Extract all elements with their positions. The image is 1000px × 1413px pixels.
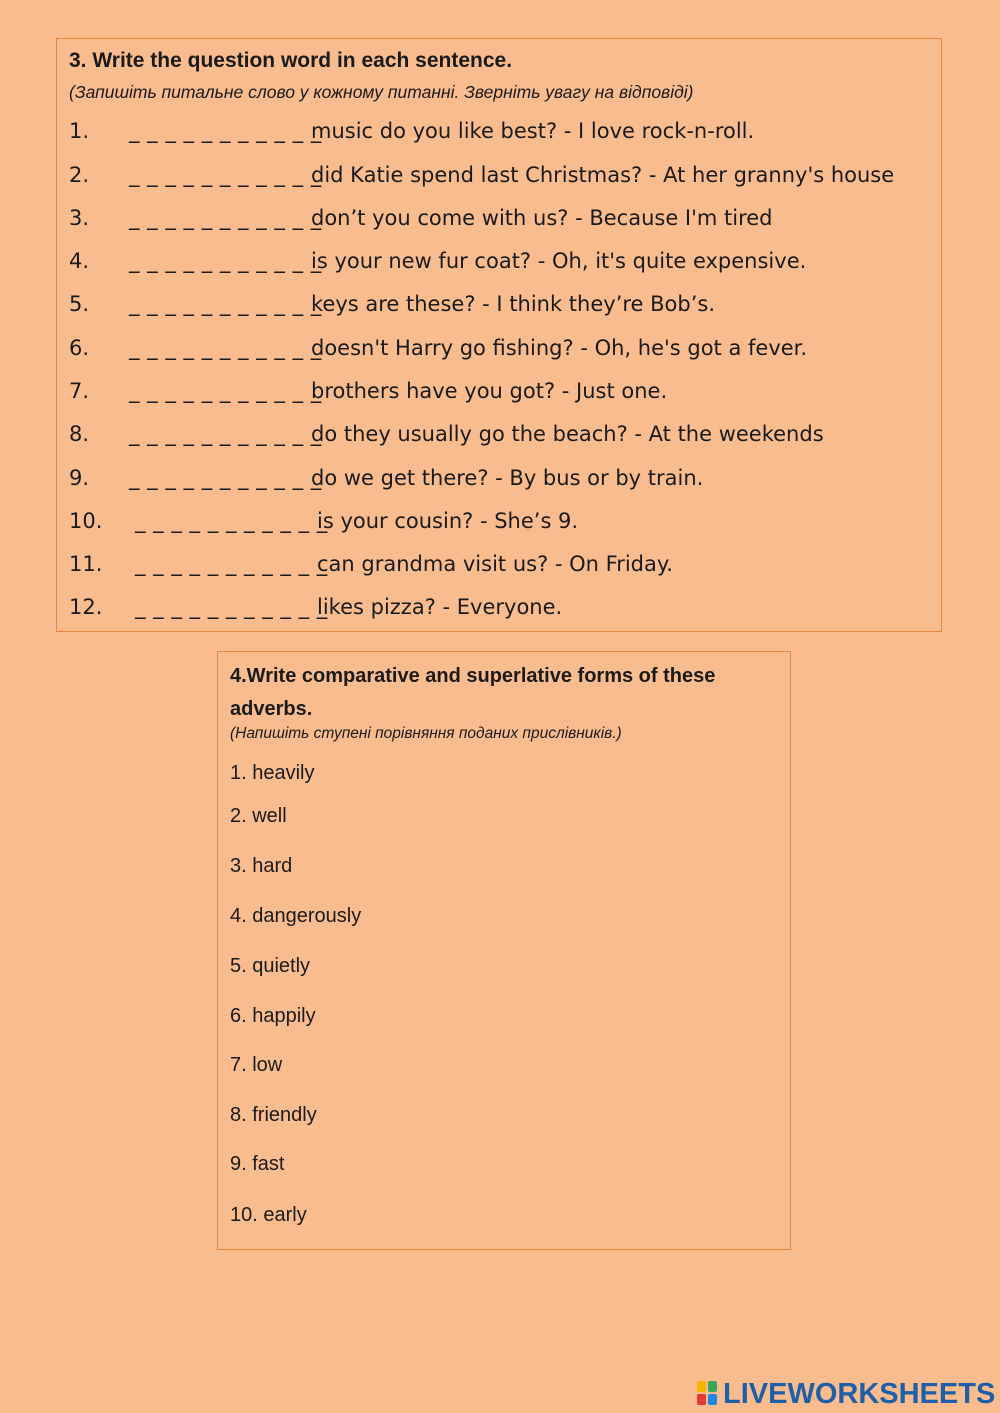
exercise-4-subtitle: (Напишіть ступені порівняння поданих прислівників.) xyxy=(230,725,622,742)
answer-blank[interactable]: _ _ _ _ _ _ _ _ _ _ _ xyxy=(135,509,328,533)
question-text: brothers have you got? - Just one. xyxy=(311,379,668,403)
liveworksheets-logo-icon xyxy=(697,1381,719,1407)
question-number: 6. xyxy=(69,336,90,360)
answer-blank[interactable]: _ _ _ _ _ _ _ _ _ _ _ xyxy=(129,206,322,230)
question-number: 10. xyxy=(69,509,103,533)
logo-wordmark: LIVEWORKSHEETS xyxy=(723,1377,996,1410)
question-number: 9. xyxy=(69,466,90,490)
exercise-3-box xyxy=(56,38,942,632)
question-number: 4. xyxy=(69,249,90,273)
question-text: did Katie spend last Christmas? - At her granny's house xyxy=(311,163,895,187)
question-text: keys are these? - I think they’re Bob’s. xyxy=(311,292,716,316)
adverb-item: 5. quietly xyxy=(230,955,311,977)
answer-blank[interactable]: _ _ _ _ _ _ _ _ _ _ _ xyxy=(129,379,322,403)
answer-blank[interactable]: _ _ _ _ _ _ _ _ _ _ _ xyxy=(135,552,328,576)
answer-blank[interactable]: _ _ _ _ _ _ _ _ _ _ _ xyxy=(135,595,328,619)
adverb-item: 8. friendly xyxy=(230,1104,317,1126)
answer-blank[interactable]: _ _ _ _ _ _ _ _ _ _ _ xyxy=(129,422,322,446)
question-text: music do you like best? - I love rock-n-roll. xyxy=(311,119,755,143)
question-number: 5. xyxy=(69,292,90,316)
answer-blank[interactable]: _ _ _ _ _ _ _ _ _ _ _ xyxy=(129,292,322,316)
question-text: likes pizza? - Everyone. xyxy=(317,595,563,619)
question-text: do we get there? - By bus or by train. xyxy=(311,466,704,490)
exercise-3-title: 3. Write the question word in each sentence. xyxy=(69,49,513,72)
question-number: 8. xyxy=(69,422,90,446)
adverb-item: 2. well xyxy=(230,805,287,827)
question-text: is your cousin? - She’s 9. xyxy=(317,509,579,533)
exercise-3-subtitle: (Запишіть питальне слово у кожному питанні. Зверніть увагу на відповіді) xyxy=(69,82,694,102)
question-number: 3. xyxy=(69,206,90,230)
question-number: 11. xyxy=(69,552,103,576)
question-text: do they usually go the beach? - At the weekends xyxy=(311,422,824,446)
adverb-item: 6. happily xyxy=(230,1005,316,1027)
question-number: 2. xyxy=(69,163,90,187)
adverb-item: 3. hard xyxy=(230,855,293,877)
question-text: is your new fur coat? - Oh, it's quite expensive. xyxy=(311,249,807,273)
question-text: don’t you come with us? - Because I'm tired xyxy=(311,206,773,230)
adverb-item: 7. low xyxy=(230,1054,283,1076)
adverb-item: 4. dangerously xyxy=(230,905,362,927)
answer-blank[interactable]: _ _ _ _ _ _ _ _ _ _ _ xyxy=(129,163,322,187)
question-number: 12. xyxy=(69,595,103,619)
liveworksheets-logo[interactable] xyxy=(697,1378,995,1410)
question-number: 7. xyxy=(69,379,90,403)
question-text: doesn't Harry go fishing? - Oh, he's got a fever. xyxy=(311,336,808,360)
adverb-item: 9. fast xyxy=(230,1153,285,1175)
exercise-4-title: 4.Write comparative and superlative forms of these adverbs. xyxy=(230,665,716,720)
answer-blank[interactable]: _ _ _ _ _ _ _ _ _ _ _ xyxy=(129,249,322,273)
adverb-item: 1. heavily xyxy=(230,762,315,784)
question-number: 1. xyxy=(69,119,90,143)
adverb-item: 10. early xyxy=(230,1204,307,1226)
exercise-4-box xyxy=(217,651,791,1250)
question-text: can grandma visit us? - On Friday. xyxy=(317,552,673,576)
answer-blank[interactable]: _ _ _ _ _ _ _ _ _ _ _ xyxy=(129,336,322,360)
answer-blank[interactable]: _ _ _ _ _ _ _ _ _ _ _ xyxy=(129,119,322,143)
answer-blank[interactable]: _ _ _ _ _ _ _ _ _ _ _ xyxy=(129,466,322,490)
